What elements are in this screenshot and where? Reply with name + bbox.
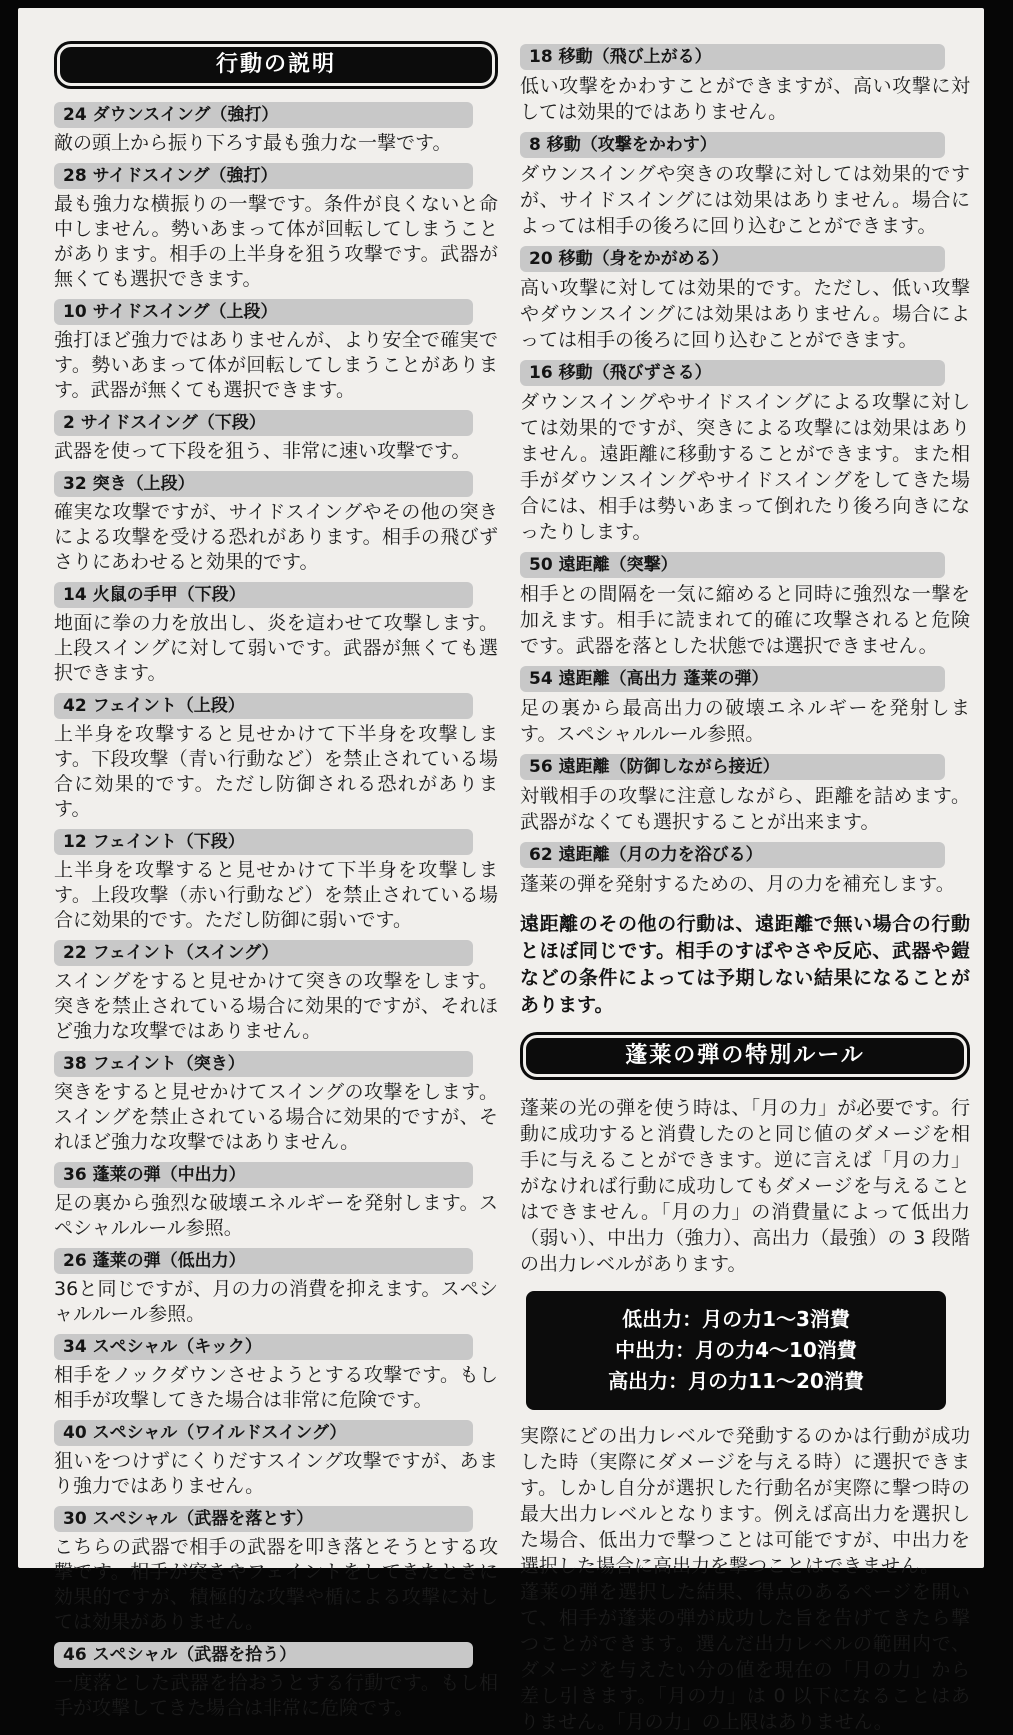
power-level-high: 高出力：月の力11～20消費 bbox=[608, 1369, 864, 1393]
action-description: 敵の頭上から振り下ろす最も強力な一撃です。 bbox=[54, 132, 452, 154]
action-entry bbox=[520, 132, 970, 239]
action-entry bbox=[54, 1420, 498, 1499]
action-header-bar: 54 遠距離（高出力 蓬莱の弾） bbox=[520, 666, 945, 692]
action-entry bbox=[54, 829, 498, 933]
action-entry bbox=[54, 299, 498, 403]
action-entry bbox=[54, 582, 498, 686]
action-entry bbox=[54, 410, 498, 464]
action-description: スイングをすると見せかけて突きの攻撃をします。突きを禁止されている場合に効果的ですが、それほど強力な攻撃ではありません。 bbox=[54, 970, 498, 1042]
action-header-bar: 50 遠距離（突撃） bbox=[520, 552, 945, 578]
action-description: 対戦相手の攻撃に注意しながら、距離を詰めます。武器がなくても選択することが出来ます。 bbox=[520, 785, 970, 833]
action-header-bar: 22 フェイント（スイング） bbox=[54, 940, 473, 966]
action-description: 狙いをつけずにくりだすスイング攻撃ですが、あまり強力ではありません。 bbox=[54, 1450, 498, 1497]
action-entry bbox=[54, 1248, 498, 1327]
action-header-bar: 46 スペシャル（武器を拾う） bbox=[54, 1642, 473, 1668]
action-header-bar: 20 移動（身をかがめる） bbox=[520, 246, 945, 272]
action-header-bar: 40 スペシャル（ワイルドスイング） bbox=[54, 1420, 473, 1446]
action-description: こちらの武器で相手の武器を叩き落とそうとする攻撃です。相手が突きやフェイントをしてきたときに効果的ですが、積極的な攻撃や楯による攻撃に対しては効果がありません。 bbox=[54, 1536, 498, 1633]
action-description: 相手との間隔を一気に縮めると同時に強烈な一撃を加えます。相手に読まれて的確に攻撃されると危険です。武器を落とした状態では選択できません。 bbox=[520, 583, 970, 657]
action-header-bar: 28 サイドスイング（強打） bbox=[54, 163, 473, 189]
action-entry bbox=[54, 1506, 498, 1635]
action-description: 36と同じですが、月の力の消費を抑えます。スペシャルルール参照。 bbox=[54, 1278, 498, 1325]
action-description: 相手をノックダウンさせようとする攻撃です。もし相手が攻撃してきた場合は非常に危険です。 bbox=[54, 1364, 498, 1411]
action-header-bar: 34 スペシャル（キック） bbox=[54, 1334, 473, 1360]
power-level-mid: 中出力：月の力4～10消費 bbox=[615, 1338, 857, 1362]
action-header-bar: 42 フェイント（上段） bbox=[54, 693, 473, 719]
action-entry bbox=[520, 842, 970, 897]
action-header-bar: 30 スペシャル（武器を落とす） bbox=[54, 1506, 473, 1532]
action-entry bbox=[520, 360, 970, 545]
action-entry bbox=[54, 693, 498, 822]
action-header-bar: 12 フェイント（下段） bbox=[54, 829, 473, 855]
action-description: 強打ほど強力ではありませんが、より安全で確実です。勢いあまって体が回転してしまうことがあります。武器が無くても選択できます。 bbox=[54, 329, 498, 401]
action-description: ダウンスイングやサイドスイングによる攻撃に対しては効果的ですが、突きによる攻撃には効果はありません。遠距離に移動することができます。また相手がダウンスイングやサイドスイングをしてきた場合には、相手は勢いあまって倒れたり後ろ向きになったりします。 bbox=[520, 391, 970, 543]
action-description: 高い攻撃に対しては効果的です。ただし、低い攻撃やダウンスイングには効果はありません。場合によっては相手の後ろに回り込むことができます。 bbox=[520, 277, 970, 351]
section-title-actions: 行動の説明 bbox=[57, 44, 495, 86]
action-header-bar: 16 移動（飛びずさる） bbox=[520, 360, 945, 386]
power-level-box bbox=[526, 1291, 946, 1410]
action-header-bar: 62 遠距離（月の力を浴びる） bbox=[520, 842, 945, 868]
action-description: 蓬莱の弾を発射するための、月の力を補充します。 bbox=[520, 873, 955, 895]
action-description: ダウンスイングや突きの攻撃に対しては効果的ですが、サイドスイングには効果はありません。場合によっては相手の後ろに回り込むことができます。 bbox=[520, 163, 970, 237]
action-entry bbox=[54, 940, 498, 1044]
action-header-bar: 8 移動（攻撃をかわす） bbox=[520, 132, 945, 158]
action-header-bar: 32 突き（上段） bbox=[54, 471, 473, 497]
action-description: 武器を使って下段を狙う、非常に速い攻撃です。 bbox=[54, 440, 471, 462]
special-rules-usage: 実際にどの出力レベルで発動するのかは行動が成功した時（実際にダメージを与える時）に選択できます。しかし自分が選択した行動名が実際に撃つ時の最大出力レベルとなります。例えば高出力を選択した場合、低出力で撃つことは可能ですが、中出力を選択した場合に高出力を撃つことはできません。 bbox=[520, 1425, 970, 1577]
action-header-bar: 14 火鼠の手甲（下段） bbox=[54, 582, 473, 608]
left-column bbox=[54, 41, 498, 1721]
action-description: 最も強力な横振りの一撃です。条件が良くないと命中しません。勢いあまって体が回転してしまうことがあります。相手の上半身を狙う攻撃です。武器が無くても選択できます。 bbox=[54, 193, 498, 290]
action-description: 突きをすると見せかけてスイングの攻撃をします。スイングを禁止されている場合に効果的ですが、それほど強力な攻撃ではありません。 bbox=[54, 1081, 498, 1153]
right-column bbox=[520, 44, 970, 1735]
action-entry bbox=[54, 1162, 498, 1241]
action-header-bar: 36 蓬莱の弾（中出力） bbox=[54, 1162, 473, 1188]
action-description: 足の裏から強烈な破壊エネルギーを発射します。スペシャルルール参照。 bbox=[54, 1192, 498, 1239]
action-description: 上半身を攻撃すると見せかけて下半身を攻撃します。下段攻撃（青い行動など）を禁止されている場合に効果的です。ただし防御される恐れがあります。 bbox=[54, 723, 498, 820]
section-title-special-rules: 蓬莱の弾の特別ルール bbox=[523, 1035, 967, 1077]
action-entry bbox=[54, 1334, 498, 1413]
power-level-low: 低出力：月の力1～3消費 bbox=[622, 1307, 850, 1331]
action-entry bbox=[520, 44, 970, 125]
action-header-bar: 38 フェイント（突き） bbox=[54, 1051, 473, 1077]
action-entry bbox=[520, 754, 970, 835]
action-entry bbox=[54, 471, 498, 575]
action-description: 足の裏から最高出力の破壊エネルギーを発射します。スペシャルルール参照。 bbox=[520, 697, 970, 745]
action-description: 低い攻撃をかわすことができますが、高い攻撃に対しては効果的ではありません。 bbox=[520, 75, 970, 123]
action-description: 地面に拳の力を放出し、炎を這わせて攻撃します。上段スイングに対して弱いです。武器が無くても選択できます。 bbox=[54, 612, 498, 684]
action-description: 上半身を攻撃すると見せかけて下半身を攻撃します。上段攻撃（赤い行動など）を禁止されている場合に効果的です。ただし防御に弱いです。 bbox=[54, 859, 498, 931]
action-header-bar: 26 蓬莱の弾（低出力） bbox=[54, 1248, 473, 1274]
long-range-note: 遠距離のその他の行動は、遠距離で無い場合の行動とほぼ同じです。相手のすばやさや反応、武器や鎧などの条件によっては予期しない結果になることがあります。 bbox=[520, 913, 970, 1016]
action-entry bbox=[520, 666, 970, 747]
special-rules-intro: 蓬莱の光の弾を使う時は、「月の力」が必要です。行動に成功すると消費したのと同じ値のダメージを相手に与えることができます。逆に言えば「月の力」がなければ行動に成功してもダメージを与えることはできません。「月の力」の消費量によって低出力（弱い）、中出力（強力）、高出力（最強）の 3 段階の出力レベルがあります。 bbox=[520, 1097, 970, 1275]
action-entry bbox=[520, 552, 970, 659]
action-entry bbox=[54, 1051, 498, 1155]
action-description: 確実な攻撃ですが、サイドスイングやその他の突きによる攻撃を受ける恐れがあります。相手の飛びずさりにあわせると効果的です。 bbox=[54, 501, 498, 573]
action-header-bar: 2 サイドスイング（下段） bbox=[54, 410, 473, 436]
action-entry bbox=[54, 1642, 498, 1721]
action-entry bbox=[54, 102, 498, 156]
scanned-rulebook-page bbox=[18, 8, 984, 1733]
action-header-bar: 10 サイドスイング（上段） bbox=[54, 299, 473, 325]
action-entry bbox=[520, 246, 970, 353]
action-header-bar: 18 移動（飛び上がる） bbox=[520, 44, 945, 70]
special-rules-firing: 蓬莱の弾を選択した結果、得点のあるページを開いて、相手が蓬莱の弾が成功した旨を告げてきたら撃つことができます。選んだ出力レベルの範囲内で、ダメージを与えたい分の値を現在の「月の力」から差し引きます。「月の力」は 0 以下になることはありません。「月の力」の上限はありません。 bbox=[520, 1581, 970, 1733]
action-header-bar: 24 ダウンスイング（強打） bbox=[54, 102, 473, 128]
action-entry bbox=[54, 163, 498, 292]
action-header-bar: 56 遠距離（防御しながら接近） bbox=[520, 754, 945, 780]
action-description: 一度落とした武器を拾おうとする行動です。もし相手が攻撃してきた場合は非常に危険です。 bbox=[54, 1672, 498, 1719]
